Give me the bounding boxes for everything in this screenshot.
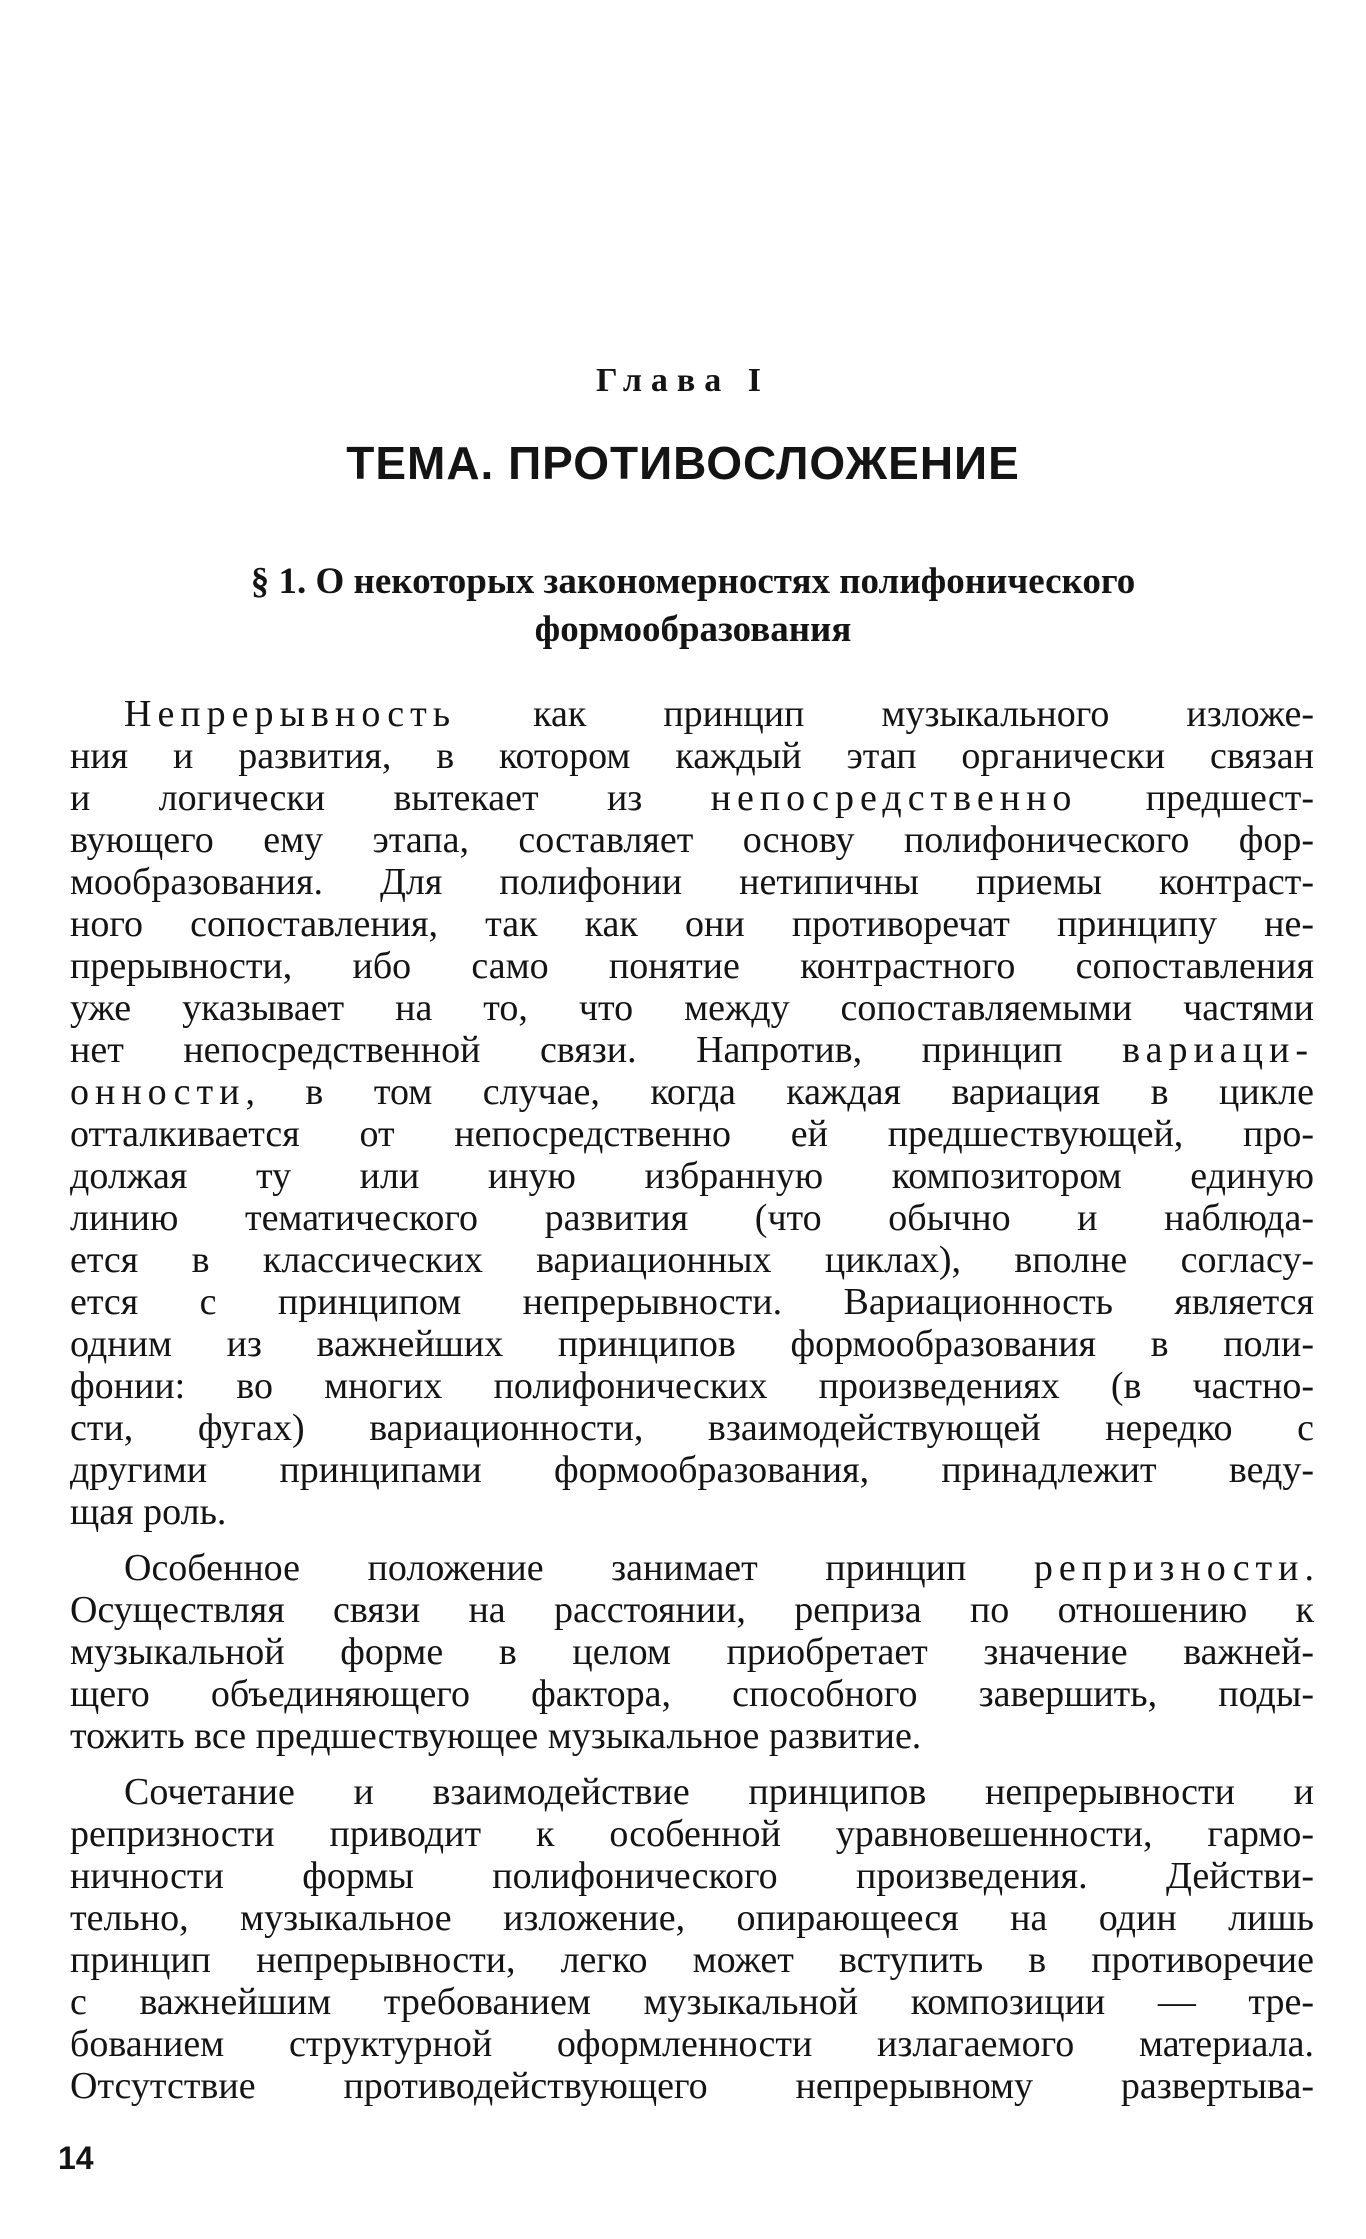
text-line xyxy=(70,945,1314,987)
text-segment: прерывности, ибо само понятие контрастного сопоставления xyxy=(70,945,1314,987)
emphasized-term: онности xyxy=(70,1071,246,1113)
text-line xyxy=(70,987,1314,1029)
text-segment: фонии: во многих полифонических произведениях (в частно- xyxy=(70,1365,1314,1407)
section-heading xyxy=(140,558,1246,654)
text-line xyxy=(70,1449,1314,1491)
emphasized-term: вариаци- xyxy=(1122,1029,1314,1071)
emphasized-term: Непрерывность xyxy=(124,693,457,735)
text-line xyxy=(70,1673,1314,1715)
text-segment: ния и развития, в котором каждый этап органически связан xyxy=(70,735,1314,777)
section-heading-line-1: § 1. О некоторых закономерностях полифонического xyxy=(250,561,1136,602)
text-segment: должая ту или иную избранную композитором единую xyxy=(70,1155,1314,1197)
text-segment: бованием структурной оформленности излагаемого материала. xyxy=(70,2023,1314,2065)
text-line xyxy=(70,1491,1314,1533)
text-segment: с важнейшим требованием музыкальной композиции — тре- xyxy=(70,1981,1314,2023)
text-segment: предшест- xyxy=(1077,777,1314,819)
text-segment: и логически вытекает из xyxy=(70,777,711,819)
section-heading-line-2: формообразования xyxy=(534,609,852,650)
text-line xyxy=(70,1029,1314,1071)
text-segment: отталкивается от непосредственно ей предшествующей, про- xyxy=(70,1113,1314,1155)
text-line xyxy=(70,1407,1314,1449)
text-line xyxy=(70,1715,1314,1757)
text-segment: , в том случае, когда каждая вариация в цикле xyxy=(245,1071,1314,1113)
text-line xyxy=(70,1981,1314,2023)
text-segment: ется в классических вариационных циклах), вполне согласу- xyxy=(70,1239,1314,1281)
text-line xyxy=(70,1589,1314,1631)
text-segment: ется с принципом непрерывности. Вариационность является xyxy=(70,1281,1314,1323)
page-number: 14 xyxy=(58,2140,94,2176)
text-segment: музыкальной форме в целом приобретает значение важней- xyxy=(70,1631,1314,1673)
text-line xyxy=(70,1197,1314,1239)
text-segment: линию тематического развития (что обычно и наблюда- xyxy=(70,1197,1314,1239)
text-segment: как принцип музыкального изложе- xyxy=(456,693,1314,735)
text-line xyxy=(70,1939,1314,1981)
text-line xyxy=(70,1281,1314,1323)
text-segment: вующего ему этапа, составляет основу полифонического фор- xyxy=(70,819,1314,861)
paragraph xyxy=(70,1771,1314,2107)
text-segment: Осуществляя связи на расстоянии, реприза по отношению к xyxy=(70,1589,1314,1631)
text-segment: тельно, музыкальное изложение, опирающееся на один лишь xyxy=(70,1897,1314,1939)
text-segment: нет непосредственной связи. Напротив, принцип xyxy=(70,1029,1123,1071)
chapter-title: ТЕМА. ПРОТИВОСЛОЖЕНИЕ xyxy=(346,437,1020,489)
body-text xyxy=(70,693,1314,2107)
text-segment: репризности приводит к особенной уравновешенности, гармо- xyxy=(70,1813,1314,1855)
text-segment: тожить все предшествующее музыкальное развитие. xyxy=(70,1715,922,1757)
text-segment: мообразования. Для полифонии нетипичны приемы контраст- xyxy=(70,861,1314,903)
text-segment: . xyxy=(1304,1547,1314,1589)
text-line xyxy=(70,1897,1314,1939)
text-line xyxy=(70,1239,1314,1281)
text-line xyxy=(70,819,1314,861)
text-segment: Особенное положение занимает принцип xyxy=(124,1547,1034,1589)
text-line xyxy=(70,777,1314,819)
text-segment: уже указывает на то, что между сопоставляемыми частями xyxy=(70,987,1314,1029)
text-segment: ничности формы полифонического произведения. Действи- xyxy=(70,1855,1314,1897)
paragraph xyxy=(70,1547,1314,1757)
text-segment: одним из важнейших принципов формообразования в поли- xyxy=(70,1323,1314,1365)
text-line xyxy=(70,693,1314,735)
text-segment: Сочетание и взаимодействие принципов непрерывности и xyxy=(124,1771,1314,1813)
text-line xyxy=(70,861,1314,903)
text-line xyxy=(70,1155,1314,1197)
text-segment: щего объединяющего фактора, способного завершить, поды- xyxy=(70,1673,1314,1715)
text-line xyxy=(70,1323,1314,1365)
emphasized-term: непосредственно xyxy=(710,777,1078,819)
text-line xyxy=(70,2023,1314,2065)
text-segment: сти, фугах) вариационности, взаимодействующей нередко с xyxy=(70,1407,1314,1449)
text-segment: щая роль. xyxy=(70,1491,227,1533)
text-line xyxy=(70,1113,1314,1155)
text-line xyxy=(70,735,1314,777)
text-segment: другими принципами формообразования, принадлежит веду- xyxy=(70,1449,1314,1491)
text-line xyxy=(70,1547,1314,1589)
chapter-label: Глава I xyxy=(596,362,770,399)
text-line xyxy=(70,1771,1314,1813)
text-line xyxy=(70,1855,1314,1897)
text-line xyxy=(70,903,1314,945)
paragraph xyxy=(70,693,1314,1533)
text-line xyxy=(70,1071,1314,1113)
text-line xyxy=(70,1631,1314,1673)
emphasized-term: репризности xyxy=(1033,1547,1305,1589)
text-line xyxy=(70,1813,1314,1855)
text-segment: принцип непрерывности, легко может вступить в противоречие xyxy=(70,1939,1314,1981)
text-line xyxy=(70,2065,1314,2107)
text-segment: Отсутствие противодействующего непрерывному развертыва- xyxy=(70,2065,1314,2107)
text-segment: ного сопоставления, так как они противоречат принципу не- xyxy=(70,903,1314,945)
text-line xyxy=(70,1365,1314,1407)
